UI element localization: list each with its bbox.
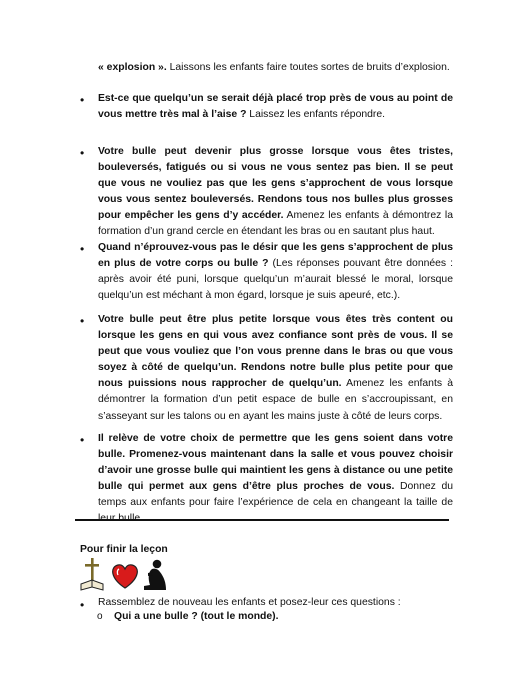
list-item-text: Amenez les enfants à démontrer la formation d’un petit espace de bulle en s’accroupissant, en s’asseyant sur les talons ou en ayant les mains juste à côté de leurs corps. [98,378,453,422]
bullet-marker: • [80,314,85,328]
bullet-marker: • [80,93,85,107]
sub-bullet-text: Qui a une bulle ? (tout le monde). [114,611,279,622]
list-item-bold: Il relève de votre choix de permettre que les gens soient dans votre bulle. Promenez-vous maintenant dans la salle et vous pouvez choisir d’avoir une grosse bulle qui maintient les gens à distance ou une petite bulle qui permet aux gens d’être plus proches de vous. [98,433,453,493]
list-item-text: Donnez du temps aux enfants pour faire l’expérience de cela en changeant la taille de [98,481,454,509]
list-item-bold: Votre bulle peut devenir plus grosse lorsque vous êtes tristes, bouleversés, fatigués ou si vous ne vous sentez pas bien. Il se peut que vous ne vouliez pas que les gens s’approchent de vous lorsque vous vous sentez bouleversés. Rendons tous nos bulles plus grosses pour empêcher les gens d’y accéder. [98,146,453,222]
list-item [98,91,453,123]
list-item [98,431,453,528]
list-item [98,240,453,304]
book-cross-icon [81,558,103,590]
section-title: Pour finir la leçon [80,544,168,555]
bullet-marker: • [80,598,85,612]
praying-figure-icon [144,560,166,590]
list-item-text: Amenez les enfants à démontrez la formation d’un grand cercle en étendant les bras ou en sautant plus haut. [98,210,453,238]
bullet-marker: • [80,146,85,160]
closing-bullet-text: Rassemblez de nouveau les enfants et posez-leur ces questions : [98,597,401,608]
bullet-marker: • [80,242,85,256]
list-item-bold: Votre bulle peut être plus petite lorsque vous êtes très content ou lorsque les gens en qui vous avez confiance sont près de vous. Il se peut que vous vouliez que l’on vous prenne dans le bras ou que vous soyez à côté de quelqu’un. Rendons notre bulle plus petite pour que nous puissions nous rapprocher de quelqu’un. [98,314,453,390]
list-item-bold: Quand n’éprouvez-vous pas le désir que les gens s’approchent de plus en plus de votre corps ou bulle ? [98,242,453,270]
intro-bold: « explosion ». [98,62,167,73]
list-item-text: (Les réponses pouvant être données : après avoir été puni, lorsque quelqu’un m’aurait blessé le moral, lorsque quelqu’un est méchant à mon égard, lorsque je suis apeuré, etc.). [98,258,453,302]
bullet-marker: • [80,433,85,447]
list-item-text: Laissez les enfants répondre. [246,109,386,121]
intro-line [98,60,450,76]
heart-icon [113,565,138,588]
section-divider [75,519,449,521]
list-item-bold: Est-ce que quelqu’un se serait déjà placé trop près de vous au point de vous mettre très mal à l’aise ? [98,93,453,121]
list-item [98,312,453,425]
intro-text: Laissons les enfants faire toutes sortes de bruits d’explosion. [166,62,450,73]
section-icons [80,557,170,593]
sub-bullet-marker: o [97,611,103,622]
list-item [98,144,453,241]
